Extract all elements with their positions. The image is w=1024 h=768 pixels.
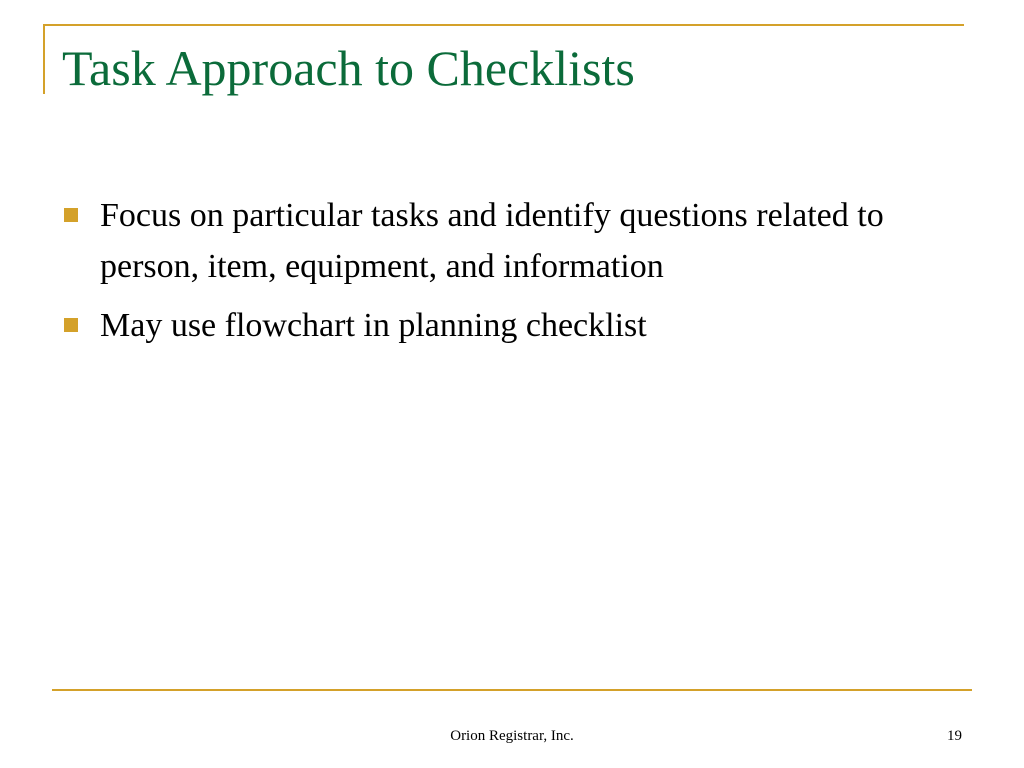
- footer-company: Orion Registrar, Inc.: [450, 728, 574, 744]
- bullet-text: Focus on particular tasks and identify questions related to person, item, equipment, and information: [100, 197, 884, 285]
- footer-rule: [52, 689, 972, 691]
- square-bullet-icon: [64, 208, 78, 222]
- square-bullet-icon: [64, 318, 78, 332]
- frame-left-rule: [43, 24, 45, 94]
- slide-title: Task Approach to Checklists: [62, 40, 635, 96]
- bullet-text: May use flowchart in planning checklist: [100, 307, 647, 344]
- bullet-item: [62, 300, 982, 351]
- page-number: 19: [947, 728, 962, 744]
- bullet-list: [62, 190, 982, 359]
- frame-top-rule: [43, 24, 964, 26]
- bullet-item: [62, 190, 982, 292]
